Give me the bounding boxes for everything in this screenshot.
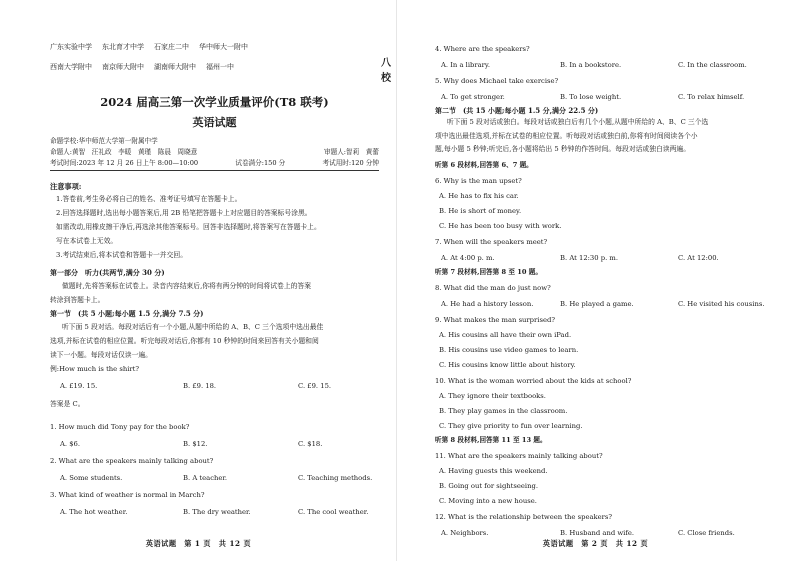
option-b: B. $12.	[183, 440, 208, 448]
note-line: 如需改动,用橡皮擦干净后,再选涂其他答案标号。回答非选择题时,将答案写在答题卡上。	[56, 223, 321, 231]
meta-reviewers: 审题人:智莉 黄蕾	[324, 148, 379, 156]
question-7-options	[435, 253, 778, 264]
meta-school: 命题学校:华中师范大学第一附属中学	[50, 137, 158, 145]
option-a: A. At 4:00 p. m.	[441, 253, 495, 262]
option-c: C. At 12:00.	[678, 253, 719, 262]
question-6: 6. Why is the man upset?	[435, 176, 522, 185]
page-footer: 英语试题 第 1 页 共 12 页	[145, 539, 252, 548]
note-line: 1.答卷前,考生务必将自己的姓名、准考证号填写在答题卡上。	[56, 195, 242, 203]
section1-intro: 听下面 5 段对话。每段对话后有一个小题,从题中所给的 A、B、C 三个选项中选出最佳	[62, 323, 324, 331]
question-5: 5. Why does Michael take exercise?	[435, 77, 559, 85]
question-4: 4. Where are the speakers?	[435, 45, 530, 53]
question-12-options	[435, 528, 778, 539]
school-name: 石家庄二中	[154, 43, 189, 51]
section2-intro: 项中选出最佳选项,并标在试卷的相应位置。听每段对话或独白前,你将有时间阅读各个小	[435, 131, 698, 140]
question-3: 3. What kind of weather is normal in March?	[50, 491, 205, 499]
question-11: 11. What are the speakers mainly talking about?	[435, 451, 603, 460]
part1-intro: 转涂到答题卡上。	[50, 296, 105, 304]
option-c: C. He has been too busy with work.	[439, 221, 562, 230]
option-c: C. $18.	[298, 440, 323, 448]
option-b: B. His cousins use video games to learn.	[439, 345, 579, 354]
question-10: 10. What is the woman worried about the kids at school?	[435, 376, 632, 385]
exam-meta	[50, 136, 379, 171]
meta-authors: 命题人:黄智 汪礼政 李暖 黄瑾 陈晨 周晓意	[50, 148, 198, 156]
school-list	[50, 42, 391, 90]
meta-time: 考试时间:2023 年 12 月 26 日上午 8:00—10:00	[50, 159, 199, 167]
question-12: 12. What is the relationship between the speakers?	[435, 512, 613, 521]
question-7: 7. When will the speakers meet?	[435, 237, 548, 246]
school-name: 福州一中	[206, 63, 234, 71]
option-a: A. To get stronger.	[441, 93, 505, 101]
option-a: A. Neighbors.	[441, 528, 489, 537]
option-c: C. They give priority to fun over learning.	[439, 421, 583, 430]
question-8-options	[435, 299, 778, 310]
option-c: C. Moving into a new house.	[439, 496, 537, 505]
example-options	[50, 381, 379, 392]
option-c: C. The cool weather.	[298, 508, 369, 516]
school-name: 广东实验中学	[50, 43, 92, 51]
part1-intro: 做题时,先将答案标在试卷上。录音内容结束后,你将有两分钟的时间将试卷上的答案	[62, 282, 312, 290]
part1-heading: 第一部分 听力(共两节,满分 30 分)	[50, 268, 165, 277]
option-b: B. A teacher.	[183, 474, 228, 482]
question-2-options	[50, 473, 379, 484]
option-c: C. Teaching methods.	[298, 474, 373, 482]
option-c: C. In the classroom.	[678, 61, 747, 69]
school-group-label: 八校	[381, 58, 391, 84]
question-3-options	[50, 507, 379, 518]
option-b: B. The dry weather.	[183, 508, 251, 516]
option-b: B. Going out for sightseeing.	[439, 481, 538, 490]
exam-title: 2024 届高三第一次学业质量评价(T8 联考)	[100, 95, 329, 109]
option-a: A. Some students.	[60, 474, 123, 482]
school-name: 东北育才中学	[102, 43, 144, 51]
meta-duration: 考试用时:120 分钟	[322, 159, 379, 167]
divider	[50, 170, 379, 171]
option-b: B. At 12:30 p. m.	[560, 253, 619, 262]
section1-intro: 选项,并标在试卷的相应位置。听完每段对话后,你都有 10 秒钟的时间来回答有关小题和阅	[50, 337, 319, 345]
option-a: A. Having guests this weekend.	[439, 466, 548, 475]
section2-intro: 题,每小题 5 秒钟;听完后,各小题将给出 5 秒钟的作答时间。每段对话或独白读两遍。	[435, 145, 690, 153]
option-a: A. He had a history lesson.	[441, 299, 534, 308]
meta-score: 试卷满分:150 分	[235, 159, 286, 167]
school-name: 湖南师大附中	[154, 63, 196, 71]
option-a: A. The hot weather.	[60, 508, 128, 516]
option-a: A. £19. 15.	[60, 382, 98, 390]
option-a: A. $6.	[60, 440, 81, 448]
school-name: 华中师大一附中	[199, 43, 248, 51]
option-c: C. He visited his cousins.	[678, 299, 765, 308]
option-a: A. He has to fix his car.	[439, 191, 519, 200]
option-c: C. Close friends.	[678, 528, 735, 537]
material-note: 听第 7 段材料,回答第 8 至 10 题。	[435, 267, 542, 276]
option-c: C. To relax himself.	[678, 93, 745, 101]
option-a: A. His cousins all have their own iPad.	[439, 330, 572, 339]
exam-subtitle: 英语试题	[192, 116, 237, 129]
option-b: B. He is short of money.	[439, 206, 522, 215]
option-a: A. In a library.	[441, 61, 491, 69]
option-c: C. £9. 15.	[298, 382, 332, 390]
question-4-options	[435, 60, 778, 71]
section2-intro: 听下面 5 段对话或独白。每段对话或独白后有几个小题,从题中所给的 A、B、C 三个选	[447, 118, 709, 126]
option-b: B. They play games in the classroom.	[439, 406, 568, 415]
question-9: 9. What makes the man surprised?	[435, 315, 555, 324]
material-note: 听第 6 段材料,回答第 6、7 题。	[435, 160, 533, 169]
section2-heading: 第二节 (共 15 小题;每小题 1.5 分,满分 22.5 分)	[435, 106, 599, 115]
option-b: B. Husband and wife.	[560, 528, 635, 537]
school-name: 南京师大附中	[102, 63, 144, 71]
option-a: A. They ignore their textbooks.	[439, 391, 546, 400]
question-2: 2. What are the speakers mainly talking about?	[50, 457, 214, 465]
school-row-1	[50, 42, 379, 52]
option-b: B. In a bookstore.	[560, 61, 622, 69]
option-c: C. His cousins know little about history.	[439, 360, 576, 369]
question-5-options	[435, 92, 778, 103]
school-row-2	[50, 62, 379, 72]
note-line: 3.考试结束后,将本试卷和答题卡一并交回。	[56, 251, 187, 259]
option-b: B. He played a game.	[560, 299, 634, 308]
question-8: 8. What did the man do just now?	[435, 283, 551, 292]
notes-heading: 注意事项:	[50, 182, 82, 191]
note-line: 写在本试卷上无效。	[56, 237, 118, 245]
option-b: B. To lose weight.	[560, 93, 622, 101]
page-footer: 英语试题 第 2 页 共 12 页	[542, 539, 649, 548]
example-question: 例:How much is the shirt?	[50, 365, 140, 373]
section1-heading: 第一节 (共 5 小题;每小题 1.5 分,满分 7.5 分)	[50, 309, 204, 318]
example-answer: 答案是 C。	[50, 400, 85, 408]
note-line: 2.回答选择题时,选出每小题答案后,用 2B 铅笔把答题卡上对应题目的答案标号涂黑。	[56, 209, 312, 217]
section1-intro: 读下一小题。每段对话仅读一遍。	[50, 351, 152, 359]
option-b: B. £9. 18.	[183, 382, 217, 390]
page-2	[397, 0, 794, 561]
material-note: 听第 8 段材料,回答第 11 至 13 题。	[435, 435, 547, 444]
question-1: 1. How much did Tony pay for the book?	[50, 423, 190, 431]
school-name: 西南大学附中	[50, 63, 92, 71]
question-1-options	[50, 439, 379, 450]
